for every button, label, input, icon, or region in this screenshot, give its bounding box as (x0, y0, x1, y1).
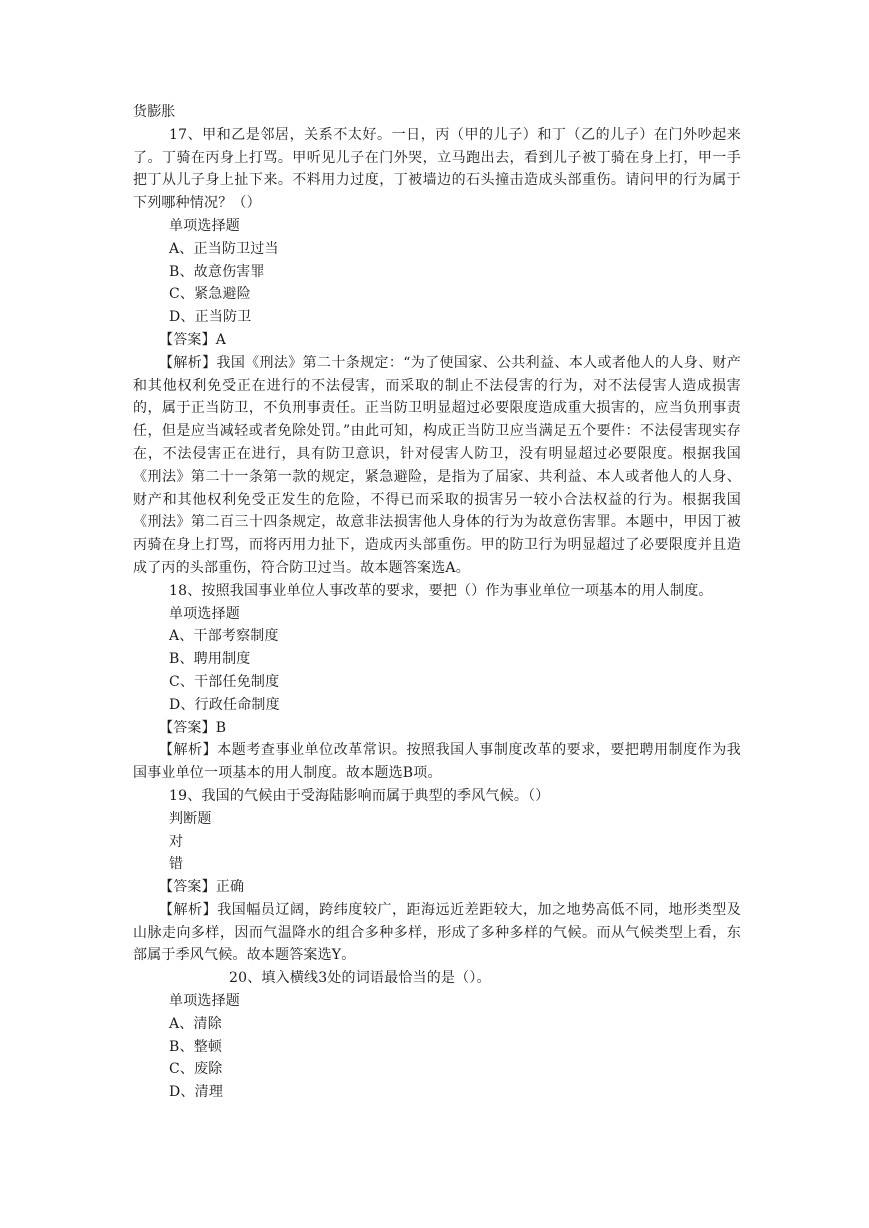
question-20-option-b: B、整顿 (169, 1038, 223, 1055)
document-page (133, 101, 741, 1104)
question-18-type: 单项选择题 (169, 605, 240, 622)
question-20-text: 20、填入横线3处的词语最恰当的是（）。 (229, 970, 491, 987)
question-17-type: 单项选择题 (169, 217, 240, 234)
question-19-analysis: 【解析】我国幅员辽阔，跨纬度较广，距海远近差距较大，加之地势高低不同，地形类型及山脉走向多样，因而气温降水的组合多种多样，形成了多种多样的气候。而从气候类型上看，东部属于季风气候。故本题答案选Y。 (133, 901, 741, 964)
question-19-type: 判断题 (169, 810, 212, 827)
question-20-option-c: C、废除 (169, 1061, 223, 1078)
question-18-option-c: C、干部任免制度 (169, 673, 280, 690)
question-20-option-d: D、清理 (169, 1084, 224, 1101)
intro-text: 货膨胀 (133, 104, 176, 120)
question-18-answer: 【答案】B (159, 719, 227, 736)
question-17-analysis: 【解析】我国《刑法》第二十条规定：“为了使国家、公共利益、本人或者他人的人身、财产和其他权利免受正在进行的不法侵害，而采取的制止不法侵害的行为，对不法侵害人造成损害的，属于正当防卫，不负刑事责任。正当防卫明显超过必要限度造成重大损害的，应当负刑事责任，但是应当减轻或者免除处罚。”由此可知，构成正当防卫应当满足五个要件：不法侵害现实存在，不法侵害正在进行，具有防卫意识，针对侵害人防卫，没有明显超过必要限度。根据我国《刑法》第二十一条第一款的规定，紧急避险，是指为了届家、共利益、本人或者他人的人身、财产和其他权利免受正发生的危险，不得已而采取的损害另一较小合法权益的行为。根据我国《刑法》第二百三十四条规定，故意非法损害他人身体的行为为故意伤害罪。本题中，甲因丁被丙骑在身上打骂，而将丙用力扯下，造成丙头部重伤。甲的防卫行为明显超过了必要限度并且造成了丙的头部重伤，符合防卫过当。故本题答案选A。 (133, 354, 741, 576)
question-20-type: 单项选择题 (169, 993, 240, 1010)
question-20-option-a: A、清除 (169, 1015, 222, 1032)
question-18-option-b: B、聘用制度 (169, 651, 251, 668)
question-19-option-true: 对 (169, 833, 184, 850)
question-17-answer: 【答案】A (159, 331, 227, 348)
question-18-analysis: 【解析】本题考查事业单位改革常识。按照我国人事制度改革的要求，要把聘用制度作为我国事业单位一项基本的用人制度。故本题选B项。 (133, 742, 741, 782)
question-17-text: 17、甲和乙是邻居，关系不太好。一日，丙（甲的儿子）和丁（乙的儿子）在门外吵起来了。丁骑在丙身上打骂。甲听见儿子在门外哭，立马跑出去，看到儿子被丁骑在身上打，甲一手把丁从儿子身上扯下来。不料用力过度，丁被墙边的石头撞击造成头部重伤。请问甲的行为属于下列哪种情况？（） (133, 126, 741, 212)
question-18-text: 18、按照我国事业单位人事改革的要求，要把（）作为事业单位一项基本的用人制度。 (169, 582, 713, 599)
question-17-option-d: D、正当防卫 (169, 309, 252, 326)
question-17-option-a: A、正当防卫过当 (169, 240, 279, 257)
question-19-option-false: 错 (169, 856, 184, 873)
question-17-option-b: B、故意伤害罪 (169, 263, 265, 280)
question-18-option-a: A、干部考察制度 (169, 628, 279, 645)
question-19-text: 19、我国的气候由于受海陆影响而属于典型的季风气候。（） (169, 787, 550, 804)
question-19-answer: 【答案】正确 (159, 879, 245, 896)
question-17-option-c: C、紧急避险 (169, 286, 251, 303)
question-18-option-d: D、行政任命制度 (169, 696, 280, 713)
